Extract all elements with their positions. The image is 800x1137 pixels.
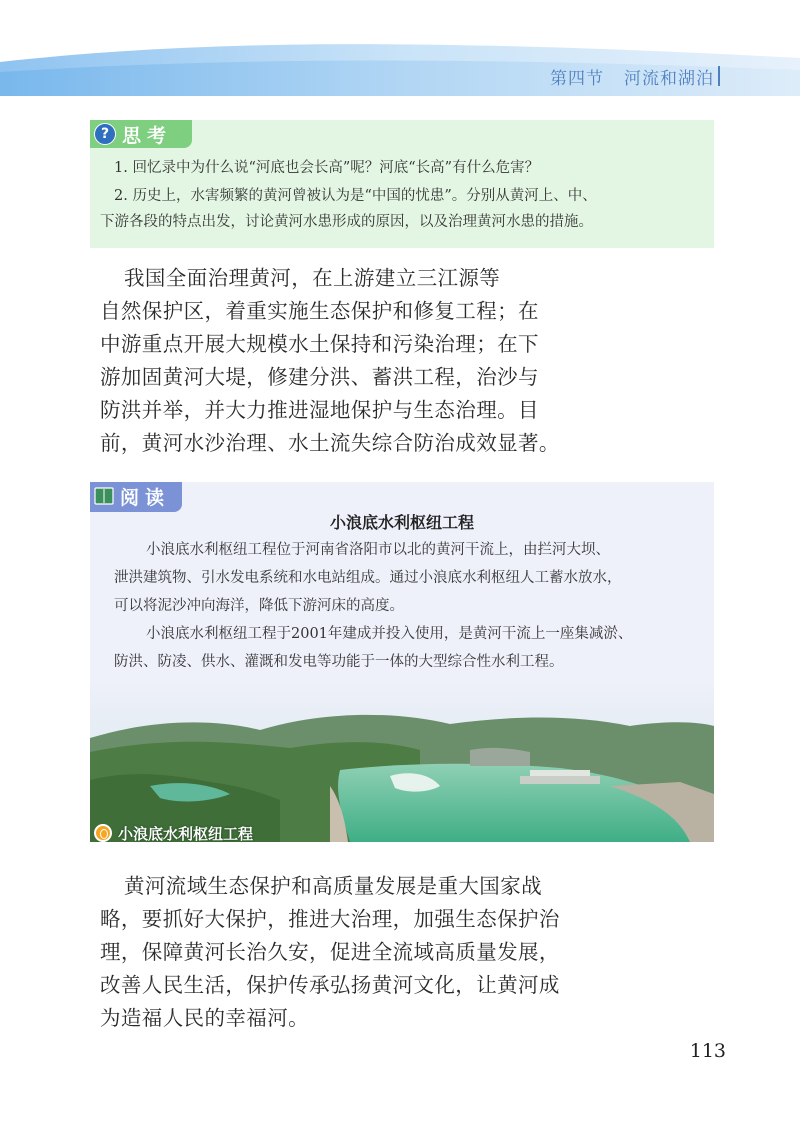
think-question-2-cont: 下游各段的特点出发，讨论黄河水患形成的原因，以及治理黄河水患的措施。 [100,214,593,230]
think-label-tab [90,120,192,148]
paragraph-line: 黄河流域生态保护和高质量发展是重大国家战 [124,874,542,898]
book-icon [94,487,114,505]
paragraph-line: 游加固黄河大堤，修建分洪、蓄洪工程，治沙与 [100,365,539,389]
header-divider [718,66,720,86]
section-number: 第四节 [550,69,604,89]
reading-label-tab [90,482,182,512]
reading-title: 阅读 [120,487,171,509]
paragraph-line: 前，黄河水沙治理、水土流失综合防治成效显著。 [100,431,560,455]
reading-heading: 小浪底水利枢纽工程 [329,513,474,532]
reading-line: 防洪、防凌、供水、灌溉和发电等功能于一体的大型综合性水利工程。 [114,654,564,670]
dam-photo [90,690,714,842]
reading-line: 小浪底水利枢纽工程位于河南省洛阳市以北的黄河干流上，由拦河大坝、 [146,542,610,558]
section-title: 河流和湖泊 [624,69,714,89]
body-paragraph-2 [100,870,560,1035]
camera-icon [94,824,112,842]
paragraph-line: 我国全面治理黄河，在上游建立三江源等 [124,266,501,290]
photo-caption [94,822,253,844]
paragraph-line: 改善人民生活，保护传承弘扬黄河文化，让黄河成 [100,973,560,997]
reading-line: 可以将泥沙冲向海洋，降低下游河床的高度。 [114,598,404,614]
paragraph-line: 为造福人民的幸福河。 [100,1006,309,1030]
paragraph-line: 自然保护区，着重实施生态保护和修复工程；在 [100,299,539,323]
paragraph-line: 防洪并举，并大力推进湿地保护与生态治理。目 [100,398,539,422]
think-question-2: 2. 历史上，水害频繁的黄河曾被认为是“中国的忧患”。分别从黄河上、中、 [114,188,597,204]
think-question-1: 1. 回忆录中为什么说“河底也会长高”呢？河底“长高”有什么危害？ [114,160,540,176]
reading-line: 小浪底水利枢纽工程于2001年建成并投入使用，是黄河干流上一座集减淤、 [146,626,633,642]
photo-caption-text: 小浪底水利枢纽工程 [118,824,254,843]
think-title: 思考 [122,125,173,147]
body-paragraph-1 [100,262,560,460]
paragraph-line: 略，要抓好大保护，推进大治理，加强生态保护治 [100,907,560,931]
question-icon: ? [94,123,116,145]
paragraph-line: 中游重点开展大规模水土保持和污染治理；在下 [100,332,539,356]
reading-line: 泄洪建筑物、引水发电系统和水电站组成。通过小浪底水利枢纽人工蓄水放水， [114,570,622,586]
paragraph-line: 理，保障黄河长治久安，促进全流域高质量发展， [100,940,560,964]
page-number: 113 [689,1040,726,1062]
chapter-header [550,64,714,89]
